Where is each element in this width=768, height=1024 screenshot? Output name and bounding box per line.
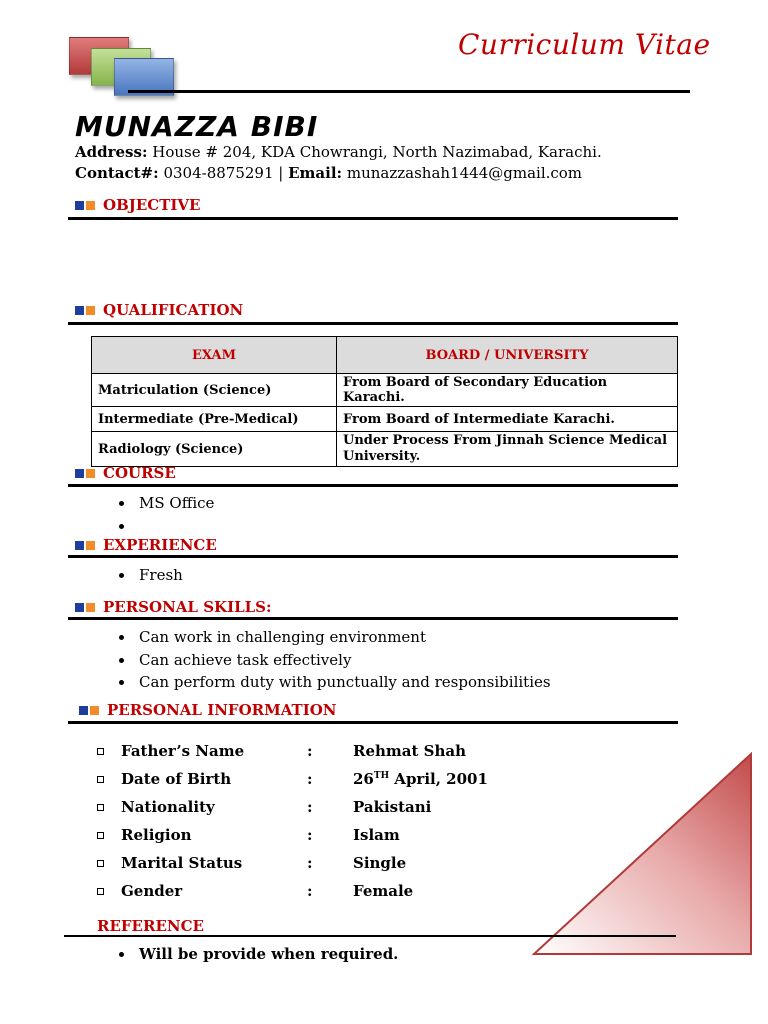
- table-row: [92, 407, 678, 432]
- pi-label: Nationality: [121, 798, 215, 816]
- square-bullet-icon: [97, 832, 104, 839]
- section-divider: [68, 322, 678, 325]
- section-divider: [64, 935, 676, 937]
- contact-separator: |: [278, 164, 284, 182]
- personal-info-row: [97, 742, 466, 760]
- section-objective: [75, 196, 200, 214]
- personal-info-row: [97, 798, 431, 816]
- square-bullet-icon: [97, 776, 104, 783]
- table-header-board: BOARD / UNIVERSITY: [337, 337, 678, 374]
- document-title: Curriculum Vitae: [458, 28, 711, 61]
- section-divider: [68, 484, 678, 487]
- section-bullet-icon: [75, 603, 95, 612]
- section-experience: [75, 536, 217, 554]
- pi-value: Islam: [353, 826, 400, 844]
- section-skills-title: PERSONAL SKILLS:: [103, 598, 272, 616]
- section-course-title: COURSE: [103, 464, 176, 482]
- table-header-row: [92, 337, 678, 374]
- pi-colon: :: [307, 770, 313, 788]
- section-course: [75, 464, 176, 482]
- pi-colon: :: [307, 826, 313, 844]
- pi-label: Religion: [121, 826, 192, 844]
- section-reference-title: REFERENCE: [97, 917, 204, 935]
- section-qualification: [75, 301, 243, 319]
- pi-value: Single: [353, 854, 407, 872]
- personal-info-row: [97, 826, 400, 844]
- square-bullet-icon: [97, 860, 104, 867]
- section-bullet-icon: [75, 469, 95, 478]
- address-value: House # 204, KDA Chowrangi, North Nazimabad, Karachi.: [152, 143, 602, 161]
- pi-label: Gender: [121, 882, 183, 900]
- list-item: Fresh: [115, 564, 183, 587]
- pi-colon: :: [307, 798, 313, 816]
- table-cell: From Board of Intermediate Karachi.: [337, 407, 678, 432]
- table-cell: Matriculation (Science): [92, 374, 337, 407]
- pi-colon: :: [307, 854, 313, 872]
- pi-label: Marital Status: [121, 854, 243, 872]
- personal-info-row: [97, 854, 406, 872]
- table-cell: Under Process From Jinnah Science Medical University.: [337, 432, 678, 467]
- pi-value: 26TH April, 2001: [353, 770, 488, 788]
- reference-list: [115, 943, 398, 966]
- table-cell: From Board of Secondary Education Karachi.: [337, 374, 678, 407]
- personal-info-row: [97, 882, 413, 900]
- section-experience-title: EXPERIENCE: [103, 536, 217, 554]
- section-objective-title: OBJECTIVE: [103, 196, 201, 214]
- pi-colon: :: [307, 742, 313, 760]
- candidate-name: MUNAZZA BIBI: [75, 110, 319, 143]
- course-list: [115, 492, 214, 537]
- contact-label: Contact#:: [75, 164, 159, 182]
- section-bullet-icon: [75, 306, 95, 315]
- section-bullet-icon: [79, 706, 99, 715]
- header-divider: [128, 90, 690, 93]
- list-item: Can work in challenging environment: [115, 626, 551, 649]
- pi-value: Female: [353, 882, 414, 900]
- address-line: [75, 143, 602, 161]
- section-qualification-title: QUALIFICATION: [103, 301, 244, 319]
- square-bullet-icon: [97, 888, 104, 895]
- qualification-table: [91, 336, 678, 467]
- skills-list: [115, 626, 551, 694]
- contact-line: [75, 164, 582, 182]
- section-personal-info: [79, 701, 336, 719]
- section-divider: [68, 217, 678, 220]
- section-bullet-icon: [75, 201, 95, 210]
- square-bullet-icon: [97, 804, 104, 811]
- section-reference: [97, 917, 204, 935]
- table-header-exam: EXAM: [92, 337, 337, 374]
- square-bullet-icon: [97, 748, 104, 755]
- section-bullet-icon: [75, 541, 95, 550]
- list-item: Will be provide when required.: [115, 943, 398, 966]
- contact-value: 0304-8875291: [163, 164, 274, 182]
- list-item: MS Office: [115, 492, 214, 515]
- experience-list: [115, 564, 183, 587]
- section-divider: [68, 721, 678, 724]
- section-divider: [68, 555, 678, 558]
- list-item: Can achieve task effectively: [115, 649, 551, 672]
- email-value: munazzashah1444@gmail.com: [346, 164, 583, 182]
- table-cell: Radiology (Science): [92, 432, 337, 467]
- list-item: [115, 515, 214, 538]
- personal-info-row: [97, 770, 488, 788]
- decor-triangle: [532, 752, 754, 956]
- email-label: Email:: [288, 164, 343, 182]
- table-row: [92, 432, 678, 467]
- section-personal-info-title: PERSONAL INFORMATION: [107, 701, 337, 719]
- section-skills: [75, 598, 272, 616]
- address-label: Address:: [75, 143, 148, 161]
- section-divider: [68, 617, 678, 620]
- list-item: Can perform duty with punctually and responsibilities: [115, 671, 551, 694]
- table-cell: Intermediate (Pre-Medical): [92, 407, 337, 432]
- pi-colon: :: [307, 882, 313, 900]
- pi-value: Rehmat Shah: [353, 742, 467, 760]
- pi-label: Date of Birth: [121, 770, 232, 788]
- table-row: [92, 374, 678, 407]
- pi-label: Father’s Name: [121, 742, 245, 760]
- pi-value: Pakistani: [353, 798, 432, 816]
